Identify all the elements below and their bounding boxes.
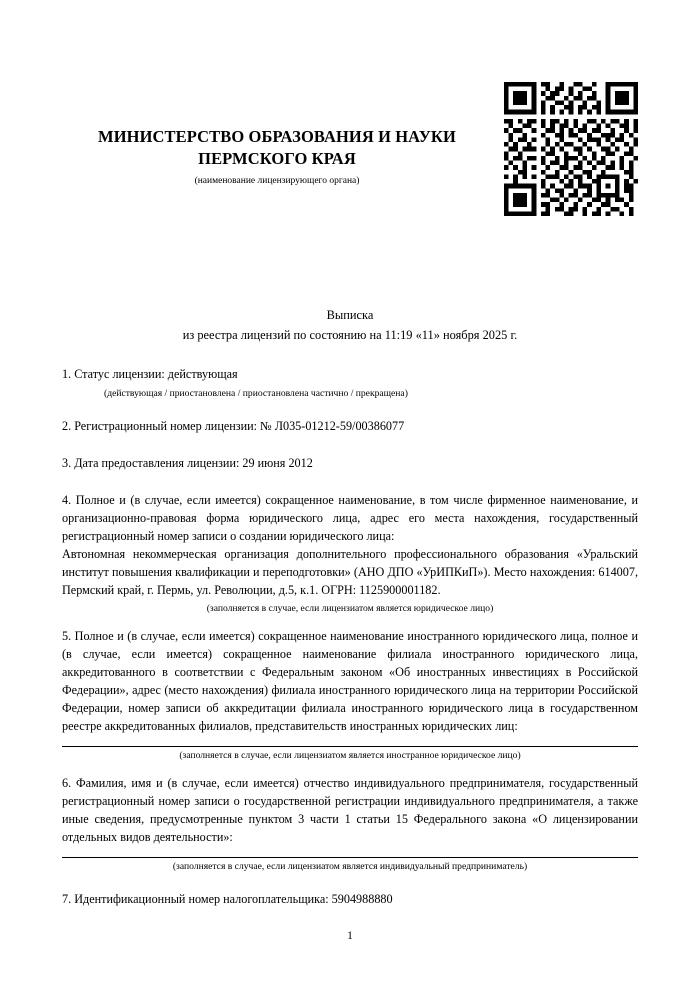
item-4-legal-entity-label: 4. Полное и (в случае, если имеется) сокращенное наименование, в том числе фирменное наименование, и организационно-правовая форма юридического лица, адрес его места нахождения, государственный регистрационный номер записи о создании юридического лица: bbox=[62, 492, 638, 543]
item-6-fill-line bbox=[62, 857, 638, 858]
org-name-line2: ПЕРМСКОГО КРАЯ bbox=[198, 148, 356, 168]
item-7-taxpayer-number: 7. Идентификационный номер налогоплательщика: 5904988880 bbox=[62, 891, 393, 906]
doc-title-line2: из реестра лицензий по состоянию на 11:19 «11» ноября 2025 г. bbox=[182, 327, 518, 342]
item-6-individual-entrepreneur-label: 6. Фамилия, имя и (в случае, если имеется) отчество индивидуального предпринимателя, государственный регистрационный номер записи о государственной регистрации индивидуального предпринимателя, а также иные сведения, предусмотренные пунктом 3 части 1 статьи 15 Федерального закона «О лицензировании отдельных видов деятельности»: bbox=[62, 776, 638, 844]
item-2-registration-number: 2. Регистрационный номер лицензии: № Л035-01212-59/00386077 bbox=[62, 418, 405, 433]
document-title bbox=[62, 306, 638, 346]
doc-title-line1: Выписка bbox=[326, 308, 374, 322]
qr-code-icon bbox=[504, 82, 638, 216]
item-1-status: 1. Статус лицензии: действующая bbox=[62, 367, 238, 381]
item-5-fill-line bbox=[62, 746, 638, 747]
item-5-foreign-entity-label: 5. Полное и (в случае, если имеется) сокращенное наименование иностранного юридического лица, полное и (в случае, если имеется) сокращенное наименование филиала иностранного юридического лица, аккредитованного в соответствии с Федеральным законом «Об иностранных инвестициях в Российской Федерации», адрес (место нахождения) филиала иностранного юридического лица на территории Российской Федерации, номер записи об аккредитации филиала иностранного юридического лица в государственном реестре аккредитованных филиалов, представительств иностранных юридических лиц: bbox=[62, 629, 638, 734]
org-name-line1: МИНИСТЕРСТВО ОБРАЗОВАНИЯ И НАУКИ bbox=[98, 127, 456, 146]
item-1-note: (действующая / приостановлена / приостановлена частично / прекращена) bbox=[104, 387, 408, 399]
item-4-legal-entity-value: Автономная некоммерческая организация дополнительного профессионального образования «Уральский институт повышения квалификации и переподготовки» (АНО ДПО «УрИПКиП»). Место нахождения: 614007, Пермский край, г. Пермь, ул. Революции, д.5, к.1. ОГРН: 1125900001182. bbox=[62, 546, 638, 597]
item-5-note: (заполняется в случае, если лицензиатом является иностранное юридическое лицо) bbox=[179, 750, 521, 762]
page-number: 1 bbox=[347, 930, 353, 942]
document-body bbox=[62, 366, 638, 909]
item-6-note: (заполняется в случае, если лицензиатом является индивидуальный предприниматель) bbox=[172, 860, 528, 872]
item-3-grant-date: 3. Дата предоставления лицензии: 29 июня 2012 bbox=[62, 455, 313, 470]
document-header bbox=[62, 126, 492, 186]
org-caption: (наименование лицензирующего органа) bbox=[194, 175, 360, 186]
item-4-note: (заполняется в случае, если лицензиатом является юридическое лицо) bbox=[206, 603, 494, 615]
